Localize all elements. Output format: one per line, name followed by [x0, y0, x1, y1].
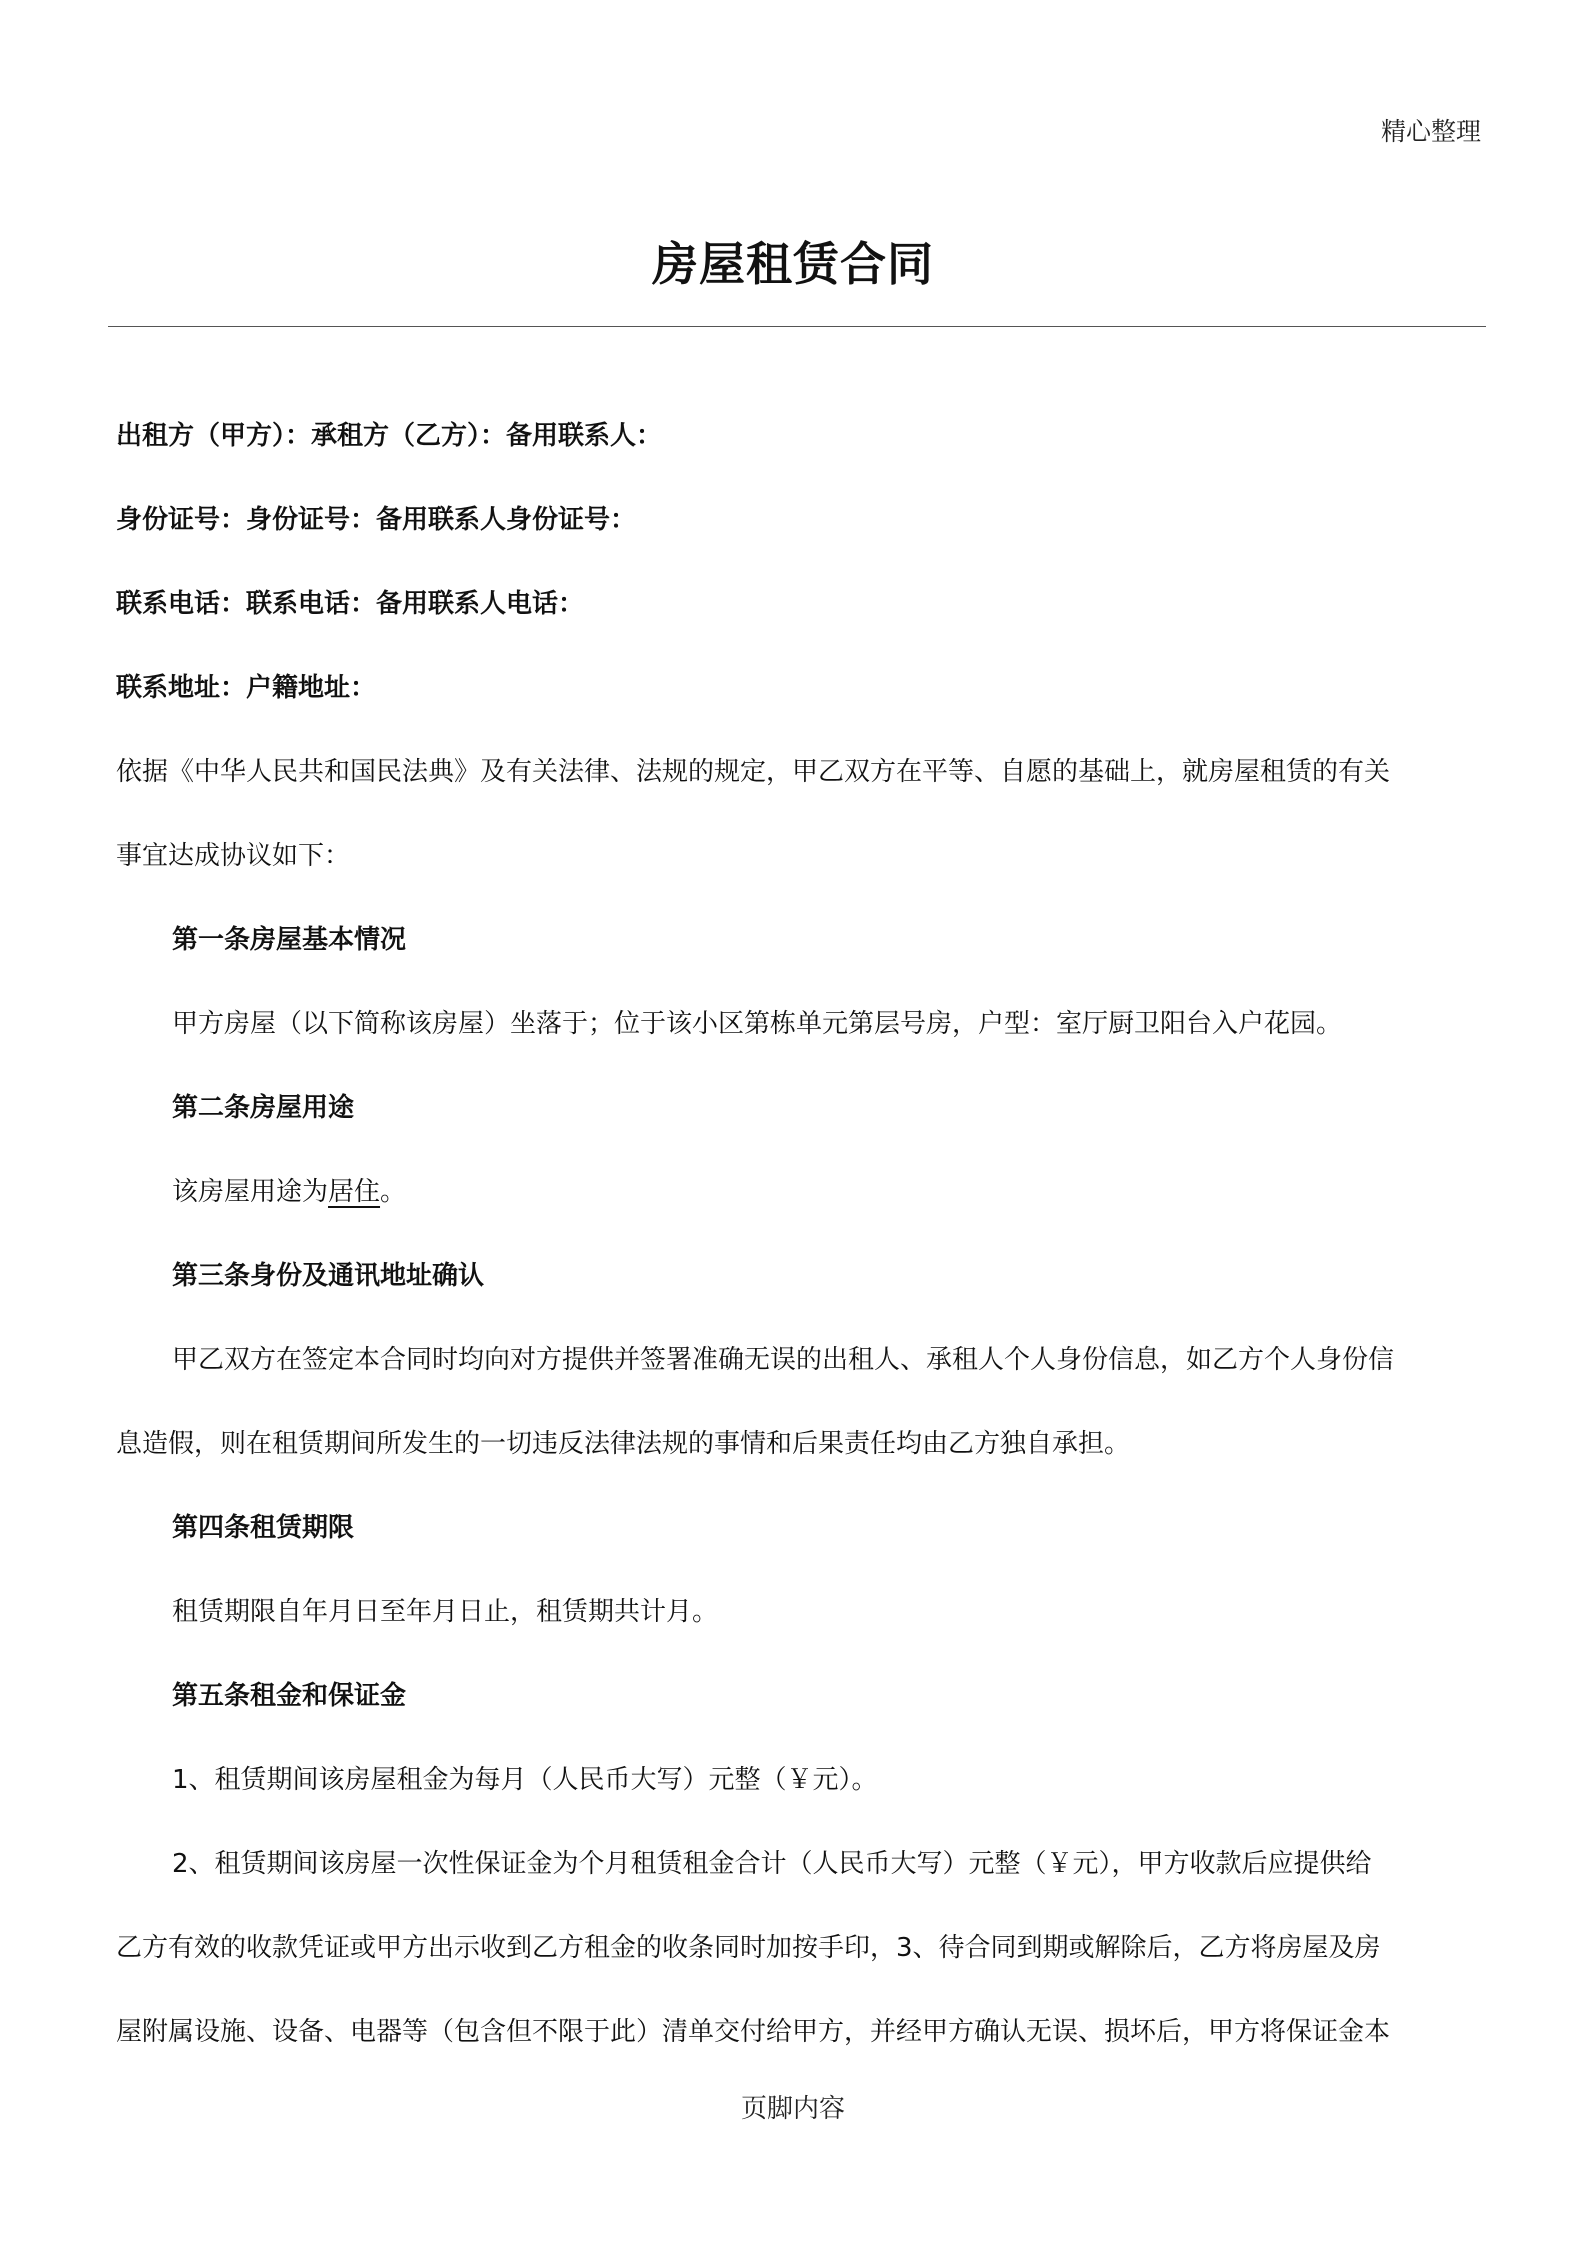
party-id-line: 身份证号：身份证号：备用联系人身份证号：	[116, 505, 637, 535]
article-2-text-suffix: 。	[380, 1177, 407, 1207]
preamble-line-2: 事宜达成协议如下：	[116, 841, 351, 871]
article-4-heading: 第四条租赁期限	[172, 1513, 355, 1543]
party-address-line: 联系地址：户籍地址：	[116, 673, 377, 703]
article-2-heading: 第二条房屋用途	[172, 1093, 355, 1123]
page-footer: 页脚内容	[740, 2094, 845, 2124]
article-3-line-1: 甲乙双方在签定本合同时均向对方提供并签署准确无误的出租人、承租人个人身份信息，如乙方个人身份信	[172, 1345, 1395, 1375]
party-phone-line: 联系电话：联系电话：备用联系人电话：	[116, 589, 585, 619]
article-2-text-prefix: 该房屋用途为	[172, 1177, 329, 1207]
article-1-heading: 第一条房屋基本情况	[172, 925, 407, 955]
article-5-item-2-line-2: 乙方有效的收款凭证或甲方出示收到乙方租金的收条同时加按手印，3、待合同到期或解除后，乙方将房屋及房	[116, 1933, 1381, 1963]
article-5-item-1: 1、租赁期间该房屋租金为每月（人民币大写）元整（￥元）。	[172, 1765, 878, 1795]
article-3-line-2: 息造假，则在租赁期间所发生的一切违反法律法规的事情和后果责任均由乙方独自承担。	[116, 1429, 1131, 1459]
header-note: 精心整理	[1380, 117, 1481, 146]
contract-body	[116, 394, 1486, 2074]
article-5-heading: 第五条租金和保证金	[172, 1681, 407, 1711]
article-1-text: 甲方房屋（以下简称该房屋）坐落于；位于该小区第栋单元第层号房，户型：室厅厨卫阳台入户花园。	[172, 1009, 1343, 1039]
article-3-heading: 第三条身份及通讯地址确认	[172, 1261, 485, 1291]
article-2-text	[116, 1150, 1486, 1234]
article-2-usage-value: 居住	[328, 1177, 381, 1207]
article-4-text: 租赁期限自年月日至年月日止，租赁期共计月。	[172, 1597, 719, 1627]
article-5-item-2-line-3: 屋附属设施、设备、电器等（包含但不限于此）清单交付给甲方，并经甲方确认无误、损坏后，甲方将保证金本	[116, 2017, 1391, 2047]
document-title: 房屋租赁合同	[652, 237, 934, 291]
title-divider	[108, 326, 1486, 327]
preamble-line-1: 依据《中华人民共和国民法典》及有关法律、法规的规定，甲乙双方在平等、自愿的基础上，就房屋租赁的有关	[116, 757, 1391, 787]
article-5-item-2-line-1: 2、租赁期间该房屋一次性保证金为个月租赁租金合计（人民币大写）元整（￥元），甲方收款后应提供给	[172, 1849, 1372, 1879]
party-names-line: 出租方（甲方）：承租方（乙方）：备用联系人：	[116, 421, 663, 451]
